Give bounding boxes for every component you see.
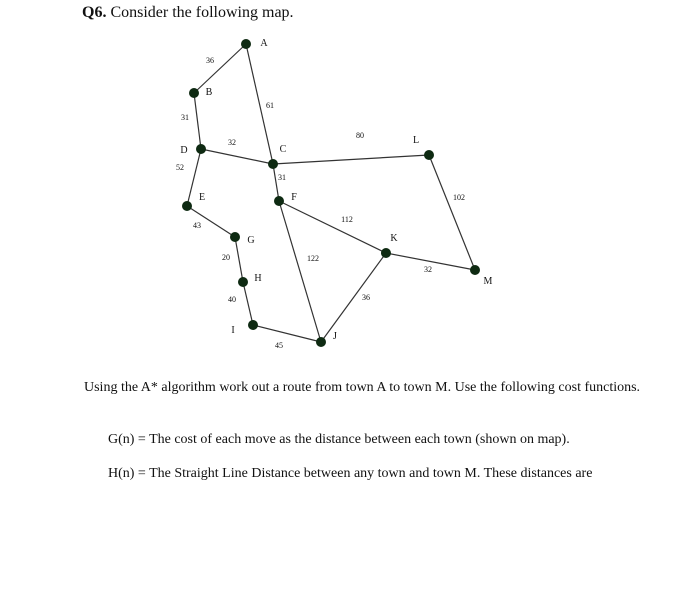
town-label-g: G <box>247 235 255 246</box>
question-text: Consider the following map. <box>110 4 294 21</box>
edge-k-j <box>321 253 386 342</box>
town-node-h <box>238 277 248 287</box>
g-function-definition: G(n) = The cost of each move as the distance between each town (shown on map). <box>108 432 570 447</box>
edge-cost-h-i: 40 <box>228 295 236 304</box>
edge-cost-a-b: 36 <box>206 56 214 65</box>
town-node-f <box>274 196 284 206</box>
town-label-f: F <box>291 192 297 203</box>
town-label-a: A <box>260 38 268 49</box>
edge-cost-e-g: 43 <box>193 221 201 230</box>
town-node-a <box>241 39 251 49</box>
town-label-c: C <box>279 144 287 155</box>
edge-cost-c-f: 31 <box>278 173 286 182</box>
edge-f-k <box>279 201 386 253</box>
edge-cost-k-m: 32 <box>424 265 432 274</box>
town-node-l <box>424 150 434 160</box>
town-node-g <box>230 232 240 242</box>
town-label-i: I <box>231 325 235 336</box>
edge-i-j <box>253 325 321 342</box>
town-node-b <box>189 88 199 98</box>
edge-g-h <box>235 237 243 282</box>
question-number: Q6. <box>82 4 107 21</box>
edge-cost-b-d: 31 <box>181 113 189 122</box>
town-label-k: K <box>390 233 398 244</box>
edge-cost-f-k: 112 <box>341 215 353 224</box>
town-label-b: B <box>205 87 213 98</box>
town-label-j: J <box>333 331 337 342</box>
town-node-i <box>248 320 258 330</box>
edge-cost-d-c: 32 <box>228 138 236 147</box>
edge-h-i <box>243 282 253 325</box>
town-node-e <box>182 201 192 211</box>
edge-cost-k-j: 36 <box>362 293 370 302</box>
edge-c-l <box>273 155 429 164</box>
edge-l-m <box>429 155 475 270</box>
edge-cost-l-m: 102 <box>453 193 465 202</box>
h-function-definition: H(n) = The Straight Line Distance between any town and town M. These distances are <box>108 466 593 481</box>
town-label-d: D <box>180 145 188 156</box>
town-node-j <box>316 337 326 347</box>
edge-f-j <box>279 201 321 342</box>
town-node-m <box>470 265 480 275</box>
edge-cost-f-j: 122 <box>307 254 319 263</box>
town-node-k <box>381 248 391 258</box>
town-node-c <box>268 159 278 169</box>
edge-c-f <box>273 164 279 201</box>
edge-cost-c-l: 80 <box>356 131 364 140</box>
town-label-e: E <box>198 192 206 203</box>
edge-d-c <box>201 149 273 164</box>
edge-b-d <box>194 93 201 149</box>
edge-cost-i-j: 45 <box>275 341 283 350</box>
edge-cost-d-e: 52 <box>176 163 184 172</box>
edge-cost-g-h: 20 <box>222 253 230 262</box>
town-label-h: H <box>254 273 262 284</box>
instructions-paragraph: Using the A* algorithm work out a route from town A to town M. Use the following cost functions. <box>84 380 641 395</box>
town-label-l: L <box>412 135 420 146</box>
town-label-m: M <box>483 276 493 287</box>
town-node-d <box>196 144 206 154</box>
edge-a-b <box>194 44 246 93</box>
edge-cost-a-c: 61 <box>266 101 274 110</box>
